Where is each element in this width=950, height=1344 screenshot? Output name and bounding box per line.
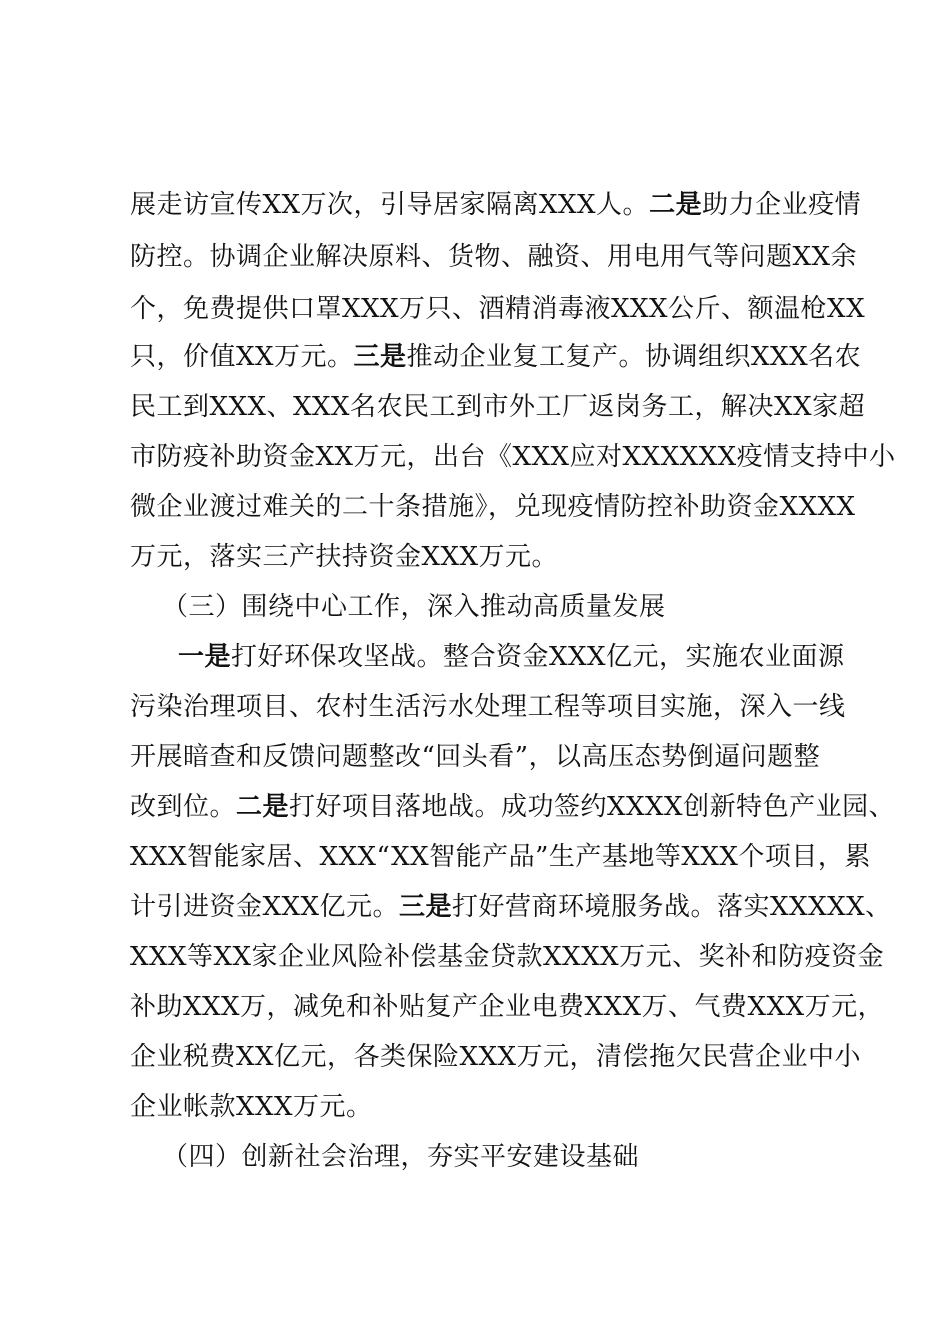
text-run: 展走访宣传XX万次，引导居家隔离XXX人。 (130, 190, 650, 220)
text-run: 开展暗查和反馈问题整改“回头看”，以高压态势倒逼问题整 (130, 742, 821, 772)
paragraph-line (130, 294, 865, 324)
text-run: 企业税费XX亿元，各类保险XXX万元，清偿拖欠民营企业中小 (130, 1042, 862, 1072)
paragraph-line (130, 1042, 861, 1072)
heading-text: （四）创新社会治理，夯实平安建设基础 (162, 1142, 640, 1172)
paragraph-line (178, 642, 845, 672)
paragraph-line (130, 842, 871, 872)
text-run: 补助XXX万，减免和补贴复产企业电费XXX万、气费XXX万元， (130, 992, 885, 1022)
bold-marker: 二是 (649, 190, 703, 220)
text-run: 打好项目落地战。成功签约XXXX创新特色产业园、 (289, 792, 896, 822)
paragraph-line (130, 442, 896, 472)
bold-marker: 一是 (178, 642, 232, 672)
text-run: 民工到XXX、XXX名农民工到市外工厂返岗务工，解决XX家超 (130, 392, 866, 422)
text-run: 万元，落实三产扶持资金XXX万元。 (130, 542, 559, 572)
paragraph-line (130, 942, 884, 972)
text-run: 只，价值XX万元。 (130, 342, 354, 372)
text-run: 助力企业疫情 (702, 190, 862, 220)
text-run: XXX智能家居、XXX“XX智能产品”生产基地等XXX个项目，累 (130, 842, 871, 872)
text-run: 个，免费提供口罩XXX万只、酒精消毒液XXX公斤、额温枪XX (130, 294, 866, 324)
heading-text: （三）围绕中心工作，深入推动高质量发展 (162, 592, 666, 622)
paragraph-line (130, 992, 884, 1022)
paragraph-line (130, 342, 861, 372)
paragraph-line (130, 242, 857, 272)
paragraph-line (130, 190, 861, 220)
paragraph-line (130, 542, 558, 572)
section-heading (162, 592, 666, 622)
paragraph-line (130, 492, 856, 522)
text-run: 打好营商环境服务战。落实XXXXX、 (452, 892, 892, 922)
bold-marker: 三是 (353, 342, 407, 372)
text-run: 改到位。 (130, 792, 237, 822)
text-run: 市防疫补助资金XX万元，出台《XXX应对XXXXXX疫情支持中小 (130, 442, 896, 472)
paragraph-line (130, 892, 892, 922)
text-run: XXX等XX家企业风险补偿基金贷款XXXX万元、奖补和防疫资金 (130, 942, 885, 972)
paragraph-line (130, 792, 895, 822)
paragraph-line (130, 1092, 373, 1122)
paragraph-line (130, 742, 820, 772)
text-run: 微企业渡过难关的二十条措施》，兑现疫情防控补助资金XXXX (130, 492, 856, 522)
bold-marker: 三是 (399, 892, 453, 922)
text-run: 企业帐款XXX万元。 (130, 1092, 373, 1122)
bold-marker: 二是 (236, 792, 290, 822)
section-heading (162, 1142, 639, 1172)
text-run: 打好环保攻坚战。整合资金XXX亿元，实施农业面源 (231, 642, 845, 672)
text-run: 污染治理项目、农村生活污水处理工程等项目实施，深入一线 (130, 692, 846, 722)
paragraph-line (130, 692, 846, 722)
text-run: 防控。协调企业解决原料、货物、融资、用电用气等问题XX余 (130, 242, 858, 272)
text-run: 推动企业复工复产。协调组织XXX名农 (406, 342, 862, 372)
text-run: 计引进资金XXX亿元。 (130, 892, 400, 922)
paragraph-line (130, 392, 865, 422)
